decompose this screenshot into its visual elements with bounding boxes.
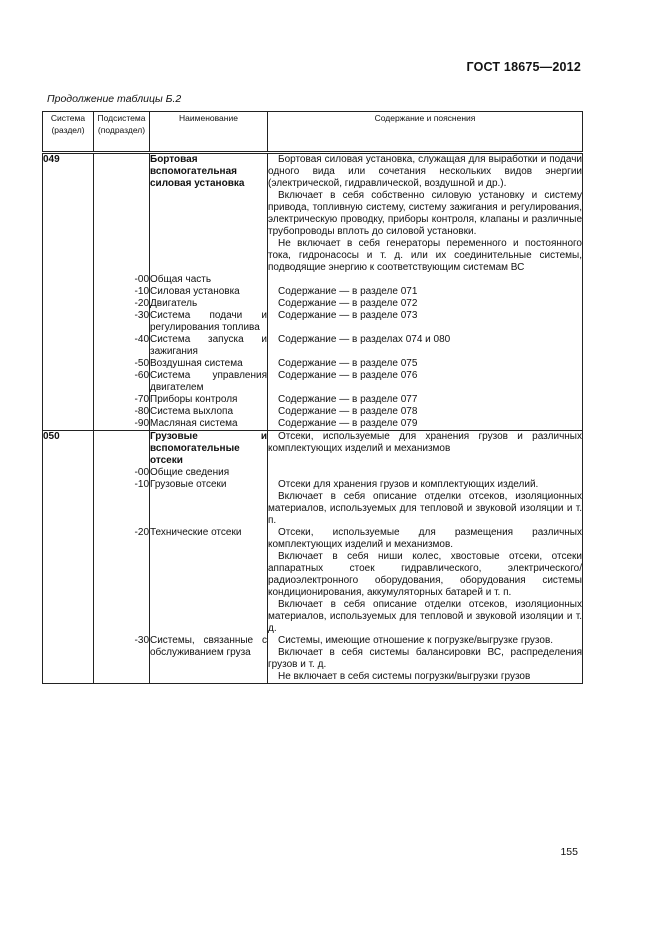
subsystem-name: Система запуска и зажигания xyxy=(150,334,267,357)
subsystem-content xyxy=(268,467,583,479)
subsystem-content xyxy=(268,274,583,286)
system-cell xyxy=(43,358,94,370)
classification-table xyxy=(42,111,583,684)
section-name: Грузовые и вспомогательные отсеки xyxy=(150,431,267,466)
table-caption: Продолжение таблицы Б.2 xyxy=(47,93,182,105)
system-cell xyxy=(43,298,94,310)
subsystem-row xyxy=(43,418,583,431)
subsystem-content xyxy=(268,298,583,310)
subsystem-code: -20 xyxy=(94,298,150,310)
subsystem-content xyxy=(268,358,583,370)
system-cell xyxy=(43,479,94,527)
content-paragraph: Не включает в себя системы погрузки/выгрузки грузов xyxy=(278,671,531,682)
content-paragraph: Содержание — в разделе 071 xyxy=(278,286,418,297)
subsystem-name: Масляная система xyxy=(150,418,268,431)
section-content xyxy=(268,431,583,468)
subsystem-name: Общая часть xyxy=(150,274,268,286)
content-paragraph: Отсеки для хранения грузов и комплектующих изделий. xyxy=(278,479,539,490)
header-name: Наименование xyxy=(150,112,268,153)
content-paragraph: Содержание — в разделе 079 xyxy=(278,418,418,429)
header-system xyxy=(43,112,94,153)
subsystem-row xyxy=(43,286,583,298)
subsystem-name: Технические отсеки xyxy=(150,527,268,635)
section-subsystem xyxy=(94,153,150,275)
system-cell xyxy=(43,334,94,358)
system-cell xyxy=(43,527,94,635)
section-name: Бортовая вспомогательная силовая установка xyxy=(150,153,268,275)
content-paragraph: Включает в себя описание отделки отсеков, изоляционных материалов, используемых для тепловой и звуковой изоляции и т. п. xyxy=(268,491,582,526)
subsystem-row xyxy=(43,467,583,479)
header-content: Содержание и пояснения xyxy=(268,112,583,153)
content-paragraph: Содержание — в разделе 077 xyxy=(278,394,418,405)
section-code: 049 xyxy=(43,153,94,275)
subsystem-code: -20 xyxy=(94,527,150,635)
header-subsystem-line-2: (подраздел) xyxy=(97,125,146,135)
section-content xyxy=(268,153,583,275)
subsystem-row xyxy=(43,406,583,418)
system-cell xyxy=(43,406,94,418)
subsystem-row xyxy=(43,298,583,310)
section-row xyxy=(43,153,583,275)
subsystem-name: Приборы контроля xyxy=(150,394,268,406)
subsystem-row xyxy=(43,479,583,527)
subsystem-code: -00 xyxy=(94,274,150,286)
subsystem-row xyxy=(43,394,583,406)
subsystem-code: -00 xyxy=(94,467,150,479)
subsystem-content xyxy=(268,394,583,406)
subsystem-content xyxy=(268,370,583,394)
system-cell xyxy=(43,370,94,394)
subsystem-content xyxy=(268,635,583,684)
subsystem-content xyxy=(268,310,583,334)
subsystem-name: Силовая установка xyxy=(150,286,268,298)
content-paragraph: Включает в себя ниши колес, хвостовые отсеки, отсеки аппаратных стоек гидравлического, электрического/ радиоэлектронного оборудования, оборудования системы кондиционирования, аккумуляторных батарей и т. п. xyxy=(268,551,582,598)
header-subsystem-line-1: Подсистема xyxy=(97,113,146,123)
content-paragraph: Включает в себя системы балансировки ВС, распределения грузов и т. д. xyxy=(268,647,582,670)
header-system-line-2: (раздел) xyxy=(51,125,85,135)
subsystem-name: Система подачи и регулирования топлива xyxy=(150,310,267,333)
subsystem-name: Системы, связанные с обслуживанием груза xyxy=(150,635,268,684)
section-row xyxy=(43,431,583,468)
subsystem-name: Двигатель xyxy=(150,298,268,310)
header-subsystem xyxy=(94,112,150,153)
subsystem-row xyxy=(43,334,583,358)
subsystem-name: Система выхлопа xyxy=(150,406,268,418)
content-paragraph: Содержание — в разделах 074 и 080 xyxy=(278,334,451,345)
content-paragraph: Содержание — в разделе 073 xyxy=(278,310,418,321)
subsystem-code: -90 xyxy=(94,418,150,431)
subsystem-name: Система управления двигателем xyxy=(150,370,267,393)
header-system-line-1: Система xyxy=(50,113,86,123)
content-paragraph: Отсеки, используемые для хранения грузов и различных комплектующих изделий и механизмов xyxy=(268,431,582,454)
content-paragraph: Не включает в себя генераторы переменного и постоянного тока, гидронасосы и т. д. или их соединительные системы, подводящие энергию к соответствующим системам ВС xyxy=(268,238,582,273)
section-subsystem xyxy=(94,431,150,468)
content-paragraph: Содержание — в разделе 072 xyxy=(278,298,418,309)
subsystem-code: -60 xyxy=(94,370,150,394)
system-cell xyxy=(43,394,94,406)
subsystem-content xyxy=(268,418,583,431)
content-paragraph: Отсеки, используемые для размещения различных комплектующих изделий и механизмов. xyxy=(268,527,582,550)
page-number: 155 xyxy=(560,846,578,858)
content-paragraph: Системы, имеющие отношение к погрузке/выгрузке грузов. xyxy=(278,635,554,646)
subsystem-name: Грузовые отсеки xyxy=(150,479,268,527)
subsystem-code: -10 xyxy=(94,286,150,298)
table-header-row xyxy=(43,112,583,153)
subsystem-row xyxy=(43,274,583,286)
subsystem-row xyxy=(43,370,583,394)
subsystem-name: Воздушная система xyxy=(150,358,268,370)
system-cell xyxy=(43,274,94,286)
subsystem-row xyxy=(43,310,583,334)
subsystem-row xyxy=(43,635,583,684)
content-paragraph: Включает в себя описание отделки отсеков, изоляционных материалов, используемых для тепловой и звуковой изоляции и т. д. xyxy=(268,599,582,634)
subsystem-content xyxy=(268,286,583,298)
subsystem-code: -70 xyxy=(94,394,150,406)
subsystem-code: -30 xyxy=(94,310,150,334)
subsystem-code: -30 xyxy=(94,635,150,684)
table-body xyxy=(43,153,583,684)
subsystem-code: -40 xyxy=(94,334,150,358)
content-paragraph: Содержание — в разделе 078 xyxy=(278,406,418,417)
subsystem-code: -10 xyxy=(94,479,150,527)
system-cell xyxy=(43,635,94,684)
subsystem-code: -80 xyxy=(94,406,150,418)
subsystem-content xyxy=(268,479,583,527)
content-paragraph: Бортовая силовая установка, служащая для выработки и подачи одного вида или сочетания нескольких видов энергии (электрической, гидравлической, воздушной и др.). xyxy=(268,154,582,189)
system-cell xyxy=(43,286,94,298)
subsystem-content xyxy=(268,334,583,358)
subsystem-content xyxy=(268,527,583,635)
section-code: 050 xyxy=(43,431,94,468)
subsystem-row xyxy=(43,358,583,370)
system-cell xyxy=(43,467,94,479)
system-cell xyxy=(43,310,94,334)
subsystem-name: Общие сведения xyxy=(150,467,268,479)
system-cell xyxy=(43,418,94,431)
subsystem-code: -50 xyxy=(94,358,150,370)
subsystem-content xyxy=(268,406,583,418)
content-paragraph: Содержание — в разделе 076 xyxy=(278,370,418,381)
content-paragraph: Включает в себя собственно силовую установку и систему привода, топливную систему, систему зажигания и регулирования, электрическую проводку, приборы контроля, клапаны и различные трубопроводы вплоть до силовой установки. xyxy=(268,190,582,237)
content-paragraph: Содержание — в разделе 075 xyxy=(278,358,418,369)
standard-designation: ГОСТ 18675—2012 xyxy=(466,60,581,74)
subsystem-row xyxy=(43,527,583,635)
